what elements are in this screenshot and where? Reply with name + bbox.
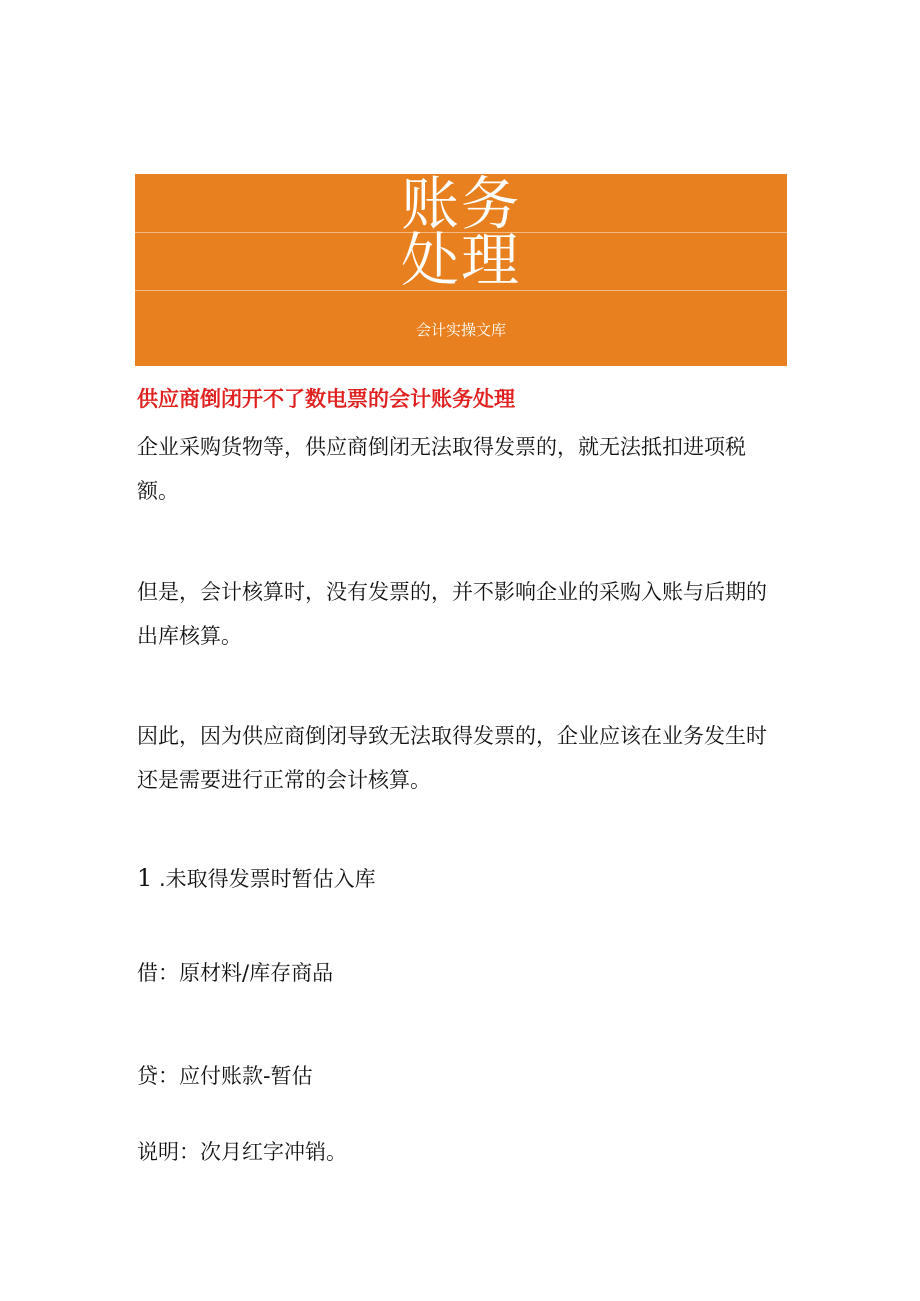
step-heading: [137, 862, 837, 895]
article-heading: 供应商倒闭开不了数电票的会计账务处理: [137, 387, 515, 411]
paragraph-2: 但是，会计核算时，没有发票的，并不影响企业的采购入账与后期的出库核算。: [137, 580, 767, 648]
credit-entry: 贷：应付账款-暂估: [137, 1064, 313, 1088]
paragraph-3: 因此，因为供应商倒闭导致无法取得发票的，企业应该在业务发生时还是需要进行正常的会计核算。: [137, 724, 767, 792]
banner-title-line-1: 账务: [400, 174, 521, 238]
entry-note: 说明：次月红字冲销。: [137, 1140, 347, 1164]
step-number: 1: [137, 864, 153, 892]
cover-banner: [135, 174, 787, 366]
banner-title-line-2: 处理: [400, 226, 521, 294]
paragraph-1: 企业采购货物等，供应商倒闭无法取得发票的，就无法抵扣进项税额。: [137, 435, 746, 503]
debit-entry: 借：原材料/库存商品: [137, 961, 334, 985]
step-text: .未取得发票时暂估入库: [158, 867, 376, 891]
banner-subtitle: 会计实操文库: [415, 321, 506, 339]
